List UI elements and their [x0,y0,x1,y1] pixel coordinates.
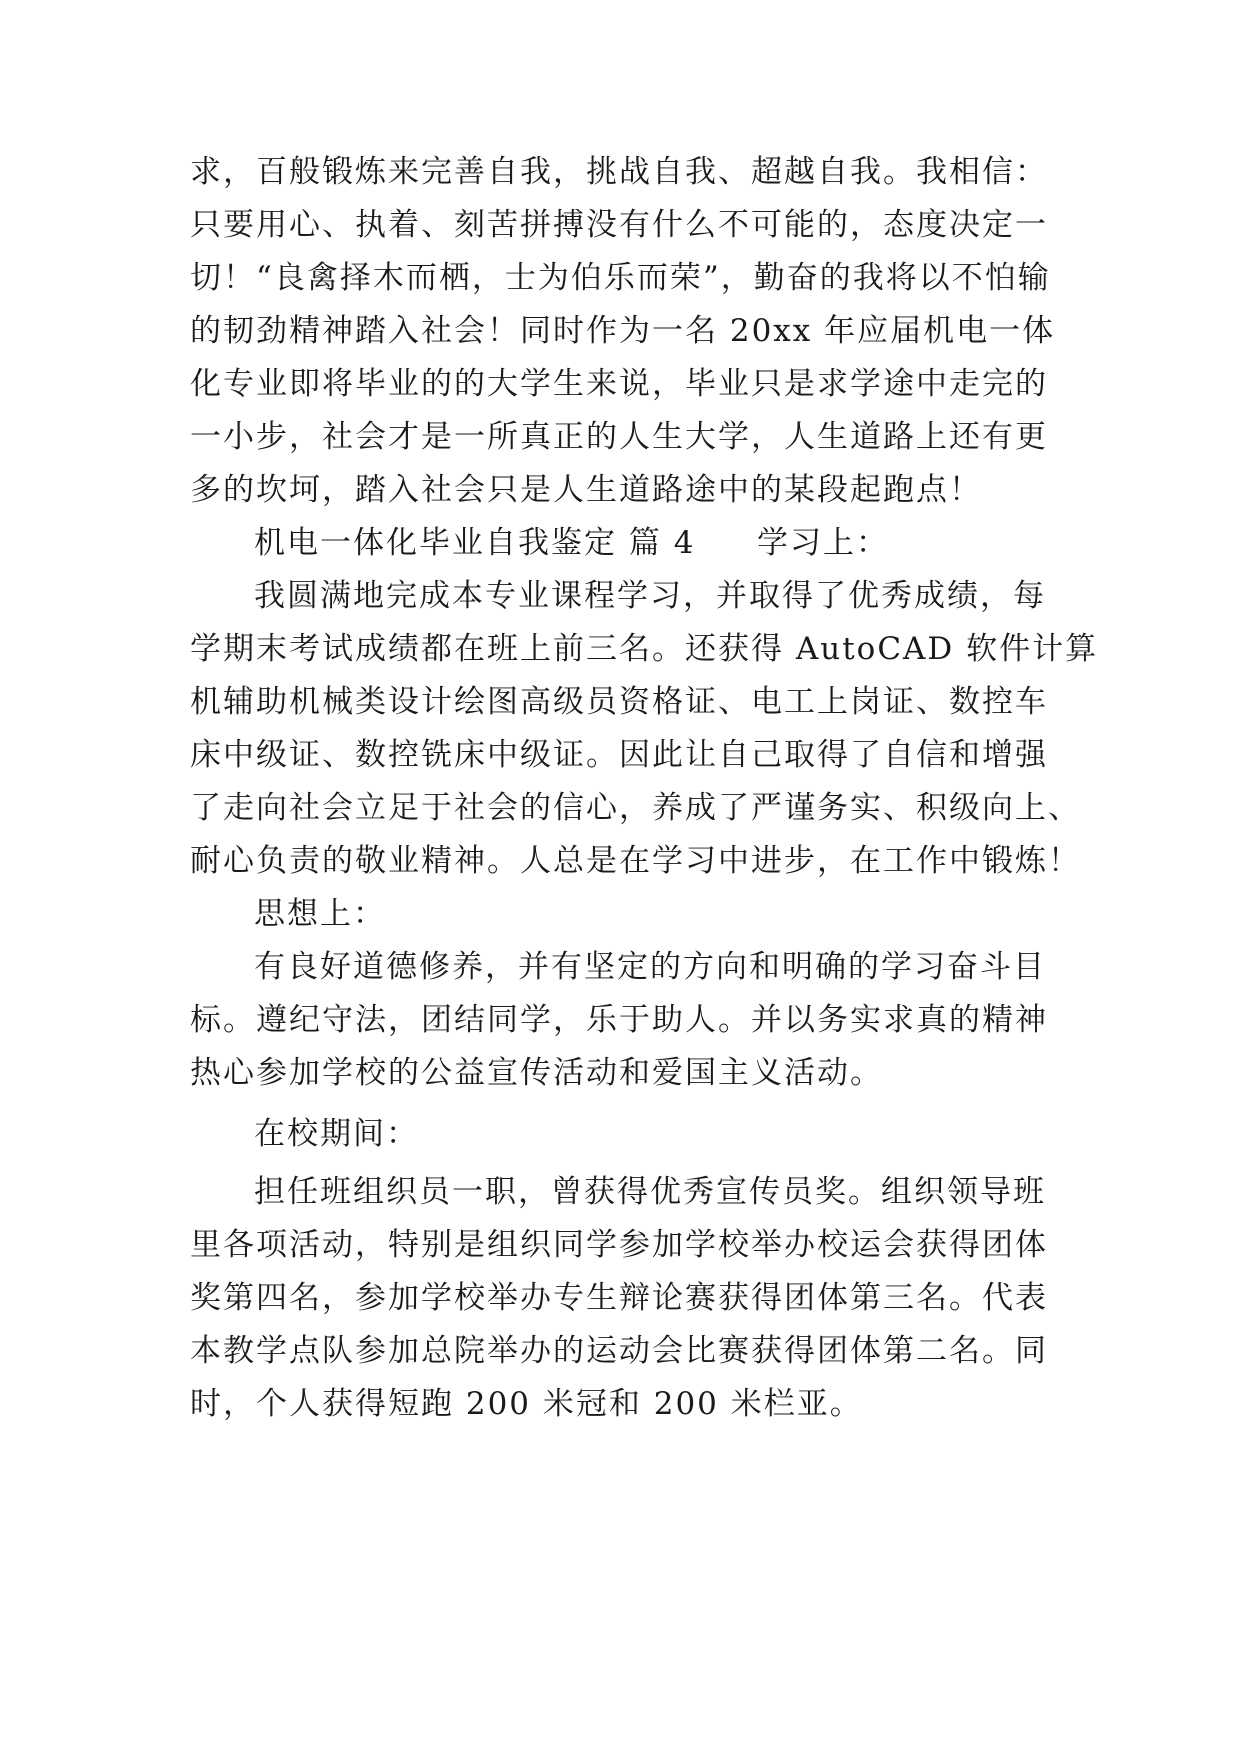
paragraph-line: 的韧劲精神踏入社会！同时作为一名 20xx 年应届机电一体 [190,313,1056,349]
thought-line: 有良好道德修养，并有坚定的方向和明确的学习奋斗目 [254,949,1046,985]
section-title: 机电一体化毕业自我鉴定 篇 4 [254,525,696,561]
paragraph-line: 只要用心、执着、刻苦拼搏没有什么不可能的，态度决定一 [190,207,1048,243]
study-line: 床中级证、数控铣床中级证。因此让自己取得了自信和增强 [190,737,1048,773]
school-heading: 在校期间： [254,1116,419,1152]
thought-line: 热心参加学校的公益宣传活动和爱国主义活动。 [190,1055,883,1091]
study-line: 机辅助机械类设计绘图高级员资格证、电工上岗证、数控车 [190,684,1048,720]
paragraph-line: 多的坎坷，踏入社会只是人生道路途中的某段起跑点！ [190,472,982,508]
thought-line: 标。遵纪守法，团结同学，乐于助人。并以务实求真的精神 [190,1002,1048,1038]
school-line: 时，个人获得短跑 200 米冠和 200 米栏亚。 [190,1386,863,1422]
thought-heading: 思想上： [254,896,386,932]
paragraph-line: 一小步，社会才是一所真正的人生大学，人生道路上还有更 [190,419,1048,455]
study-line: 学期末考试成绩都在班上前三名。还获得 AutoCAD 软件计算 [190,631,1099,667]
school-line: 担任班组织员一职，曾获得优秀宣传员奖。组织领导班 [254,1174,1046,1210]
paragraph-line: 化专业即将毕业的的大学生来说，毕业只是求学途中走完的 [190,366,1048,402]
study-line: 我圆满地完成本专业课程学习，并取得了优秀成绩，每 [254,578,1046,614]
paragraph-line: 求，百般锻炼来完善自我，挑战自我、超越自我。我相信： [190,154,1048,190]
school-line: 里各项活动，特别是组织同学参加学校举办校运会获得团体 [190,1227,1048,1263]
school-line: 本教学点队参加总院举办的运动会比赛获得团体第二名。同 [190,1333,1048,1369]
paragraph-line: 切！“良禽择木而栖，士为伯乐而荣”，勤奋的我将以不怕输 [190,260,1051,296]
section-subtitle: 学习上： [757,525,889,561]
study-line: 了走向社会立足于社会的信心，养成了严谨务实、积级向上、 [190,790,1081,826]
school-line: 奖第四名，参加学校举办专生辩论赛获得团体第三名。代表 [190,1280,1048,1316]
study-line: 耐心负责的敬业精神。人总是在学习中进步，在工作中锻炼！ [190,843,1081,879]
